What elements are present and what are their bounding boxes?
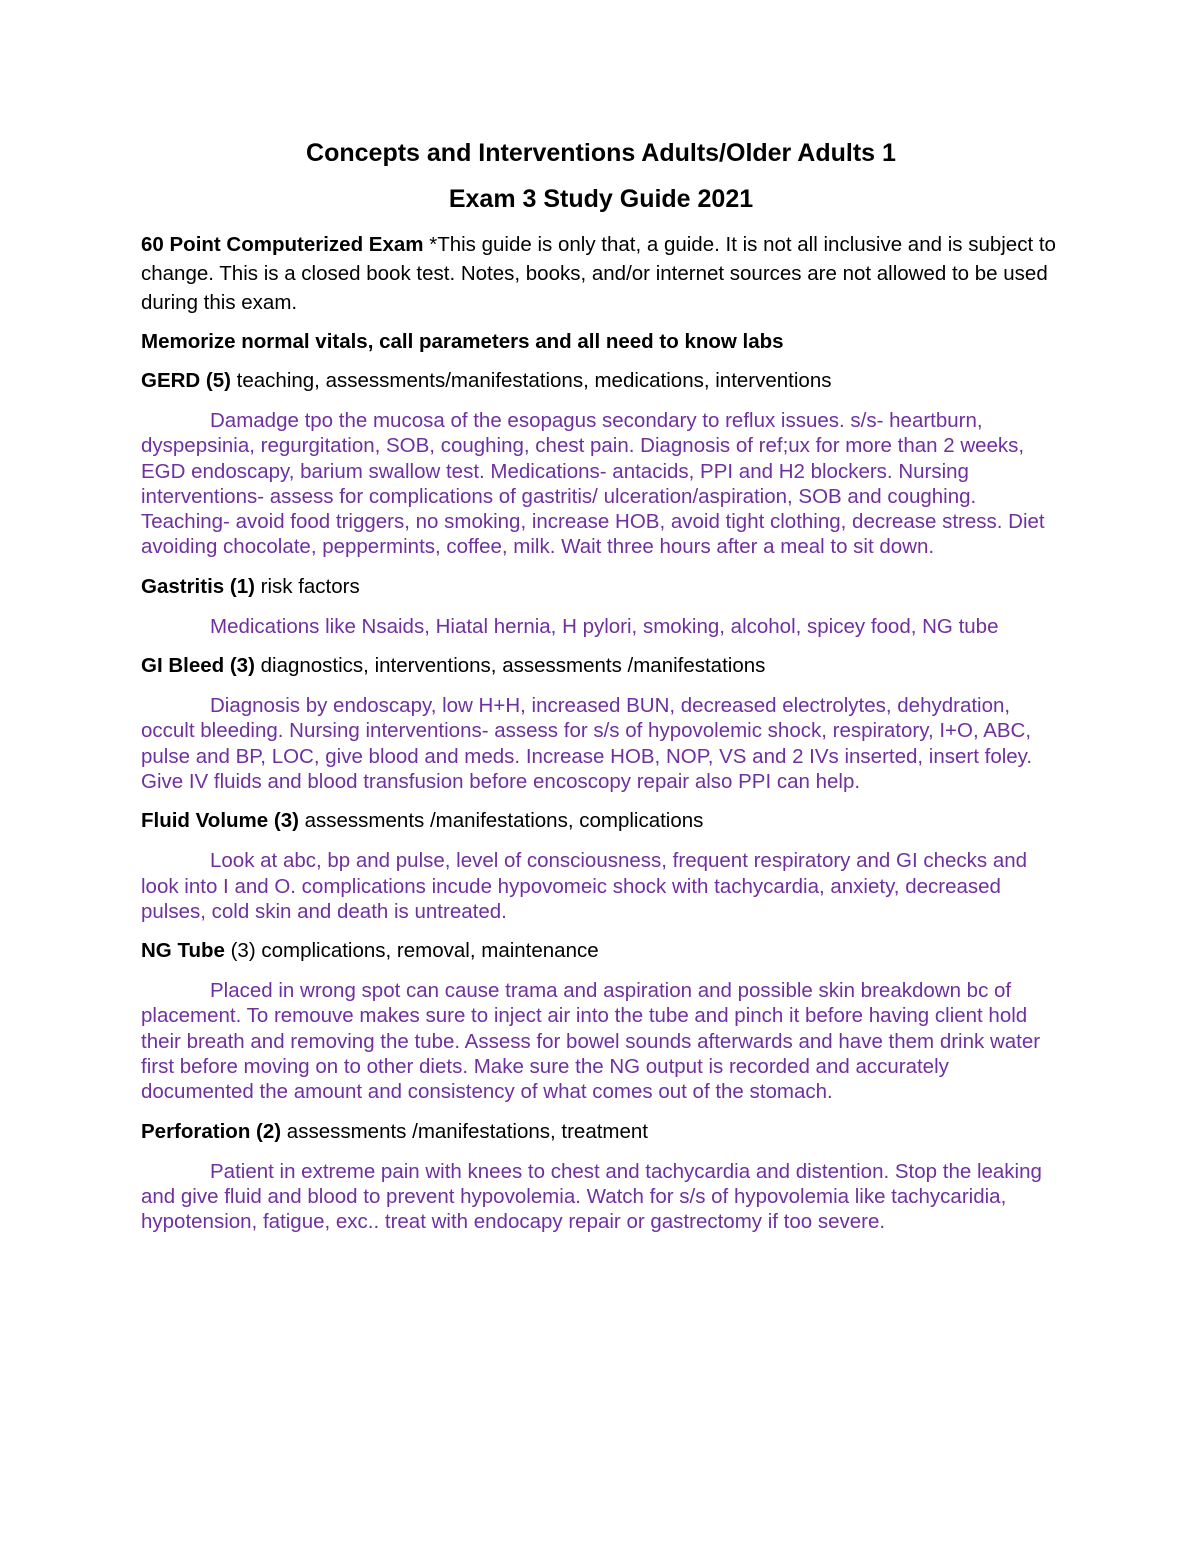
topic-gastritis [141, 574, 1061, 600]
topic-ng-tube [141, 938, 1061, 964]
topic-gerd [141, 368, 1061, 394]
answer-gerd: Damadge tpo the mucosa of the esopagus secondary to reflux issues. s/s- heartburn, dyspepsinia, regurgitation, SOB, coughing, chest pain. Diagnosis of ref;ux for more than 2 weeks, EGD endoscapy, barium swallow test. Medications- antacids, PPI and H2 blockers. Nursing interventions- assess for complications of gastritis/ ulceration/aspiration, SOB and coughing. Teaching- avoid food triggers, no smoking, increase HOB, avoid tight clothing, decrease stress. Diet avoiding chocolate, peppermints, coffee, milk. Wait three hours after a meal to sit down. [141, 409, 1045, 559]
intro-text: *This guide is only that, a guide. It is not all inclusive and is subject to change. This is a closed book test. Notes, books, and/or internet sources are not allowed to be used during this exam. [141, 233, 1056, 314]
topic-name: Fluid Volume (3) [141, 809, 299, 833]
answer-gastritis: Medications like Nsaids, Hiatal hernia, H pylori, smoking, alcohol, spicey food, NG tube [210, 614, 999, 638]
topic-name: GERD (5) [141, 369, 231, 392]
topic-name: Gastritis (1) [141, 574, 255, 598]
document-title: Concepts and Interventions Adults/Older Adults 1 [306, 139, 896, 167]
document-page [141, 138, 1061, 1249]
answer-fluid-volume: Look at abc, bp and pulse, level of consciousness, frequent respiratory and GI checks and look into I and O. complications incude hypovomeic shock with tachycardia, anxiety, decreased pulses, cold skin and death is untreated. [141, 849, 1028, 923]
topic-name: NG Tube [141, 939, 225, 963]
topic-gi-bleed [141, 653, 1061, 679]
topic-items: teaching, assessments/manifestations, medications, interventions [230, 369, 832, 392]
topic-items: assessments /manifestations, treatment [281, 1119, 648, 1143]
topic-name: GI Bleed (3) [141, 654, 255, 678]
answer-ng-tube: Placed in wrong spot can cause trama and aspiration and possible skin breakdown bc of placement. To remouve makes sure to inject air into the tube and pinch it before having client hold their breath and removing the tube. Assess for bowel sounds afterwards and have them drink water first before moving on to other diets. Make sure the NG output is recorded and accurately documented the amount and consistency of what comes out of the stomach. [141, 979, 1041, 1104]
answer-perforation: Patient in extreme pain with knees to chest and tachycardia and distention. Stop the leaking and give fluid and blood to prevent hypovolemia. Watch for s/s of hypovolemia like tachycaridia, hypotension, fatigue, exc.. treat with endocapy repair or gastrectomy if too severe. [141, 1159, 1042, 1234]
intro-bold: 60 Point Computerized Exam [141, 233, 424, 256]
topic-items: risk factors [254, 574, 360, 598]
topic-name: Perforation (2) [141, 1119, 282, 1143]
answer-gi-bleed: Diagnosis by endoscapy, low H+H, increased BUN, decreased electrolytes, dehydration, occult bleeding. Nursing interventions- assess for s/s of hypovolemic shock, respiratory, I+O, ABC, pulse and BP, LOC, give blood and meds. Increase HOB, NOP, VS and 2 IVs inserted, insert foley. Give IV fluids and blood transfusion before encoscopy repair also PPI can help. [141, 694, 1033, 793]
topic-items: diagnostics, interventions, assessments /manifestations [254, 654, 766, 678]
topic-fluid-volume [141, 808, 1061, 834]
topic-items: assessments /manifestations, complications [298, 809, 704, 833]
document-subtitle: Exam 3 Study Guide 2021 [448, 185, 754, 213]
topic-items: (3) complications, removal, maintenance [224, 939, 599, 963]
intro-paragraph [141, 230, 1061, 317]
topic-perforation [141, 1119, 1061, 1145]
memorize-heading: Memorize normal vitals, call parameters and all need to know labs [141, 330, 784, 353]
